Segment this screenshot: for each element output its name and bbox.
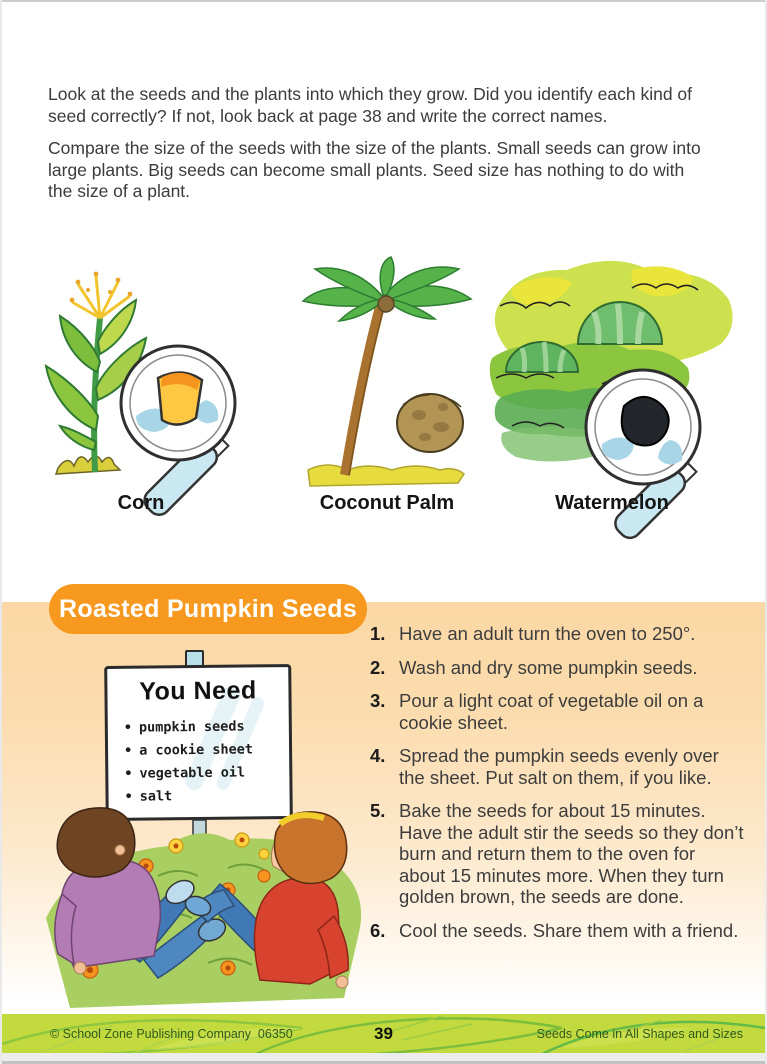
children-illustration: [28, 798, 368, 1016]
recipe-banner: [49, 584, 367, 634]
watermelon-seed: [622, 397, 669, 446]
recipe-step: [370, 623, 745, 645]
plant-label-corn: Corn: [117, 492, 165, 514]
step-text: Bake the seeds for about 15 minutes. Have the adult stir the seeds so they don’t burn and return them to the oven for about 15 minutes more. When they turn golden brown, the seeds are done.: [399, 800, 744, 907]
intro-paragraph-1: Look at the seeds and the plants into which they grow. Did you identify each kind of seed correctly? If not, look back at page 38 and write the correct names.: [48, 84, 693, 126]
coconut-palm-illustration: [293, 255, 488, 505]
step-number: 1.: [370, 623, 386, 644]
step-number: 4.: [370, 745, 386, 766]
recipe-step: [370, 657, 745, 679]
page-left-edge: [0, 0, 2, 1064]
plant-label-coconut-palm: Coconut Palm: [319, 492, 455, 514]
footer-text-row: [2, 1014, 765, 1053]
page-bottom-edge: [0, 1053, 767, 1064]
recipe-step: [370, 745, 745, 788]
coconut-in-crown: [378, 296, 394, 312]
plant-label-watermelon: Watermelon: [555, 492, 669, 514]
intro-text: [48, 84, 708, 214]
step-text: Pour a light coat of vegetable oil on a cookie sheet.: [399, 690, 704, 733]
palm-grass: [308, 465, 464, 486]
footer-tagline: Seeds Come in All Shapes and Sizes: [536, 1026, 743, 1041]
recipe-title: Roasted Pumpkin Seeds: [58, 594, 358, 623]
recipe-step: [370, 920, 745, 942]
step-text: Have an adult turn the oven to 250°.: [399, 623, 696, 644]
palm-trunk: [345, 303, 381, 475]
footer-band: [2, 1014, 765, 1053]
step-text: Wash and dry some pumpkin seeds.: [399, 656, 698, 678]
list-item: • salt: [124, 784, 289, 809]
grass-tuft: [56, 456, 120, 474]
intro-paragraph-2: Compare the size of the seeds with the size of the plants. Small seeds can grow into large plants. Big seeds can become small plants. Seed size has nothing to do with the size of a plant.: [48, 138, 701, 201]
step-number: 3.: [370, 690, 386, 711]
you-need-list: [124, 715, 290, 809]
recipe-step: [370, 690, 745, 733]
recipe-steps: [370, 623, 745, 953]
list-item: • pumpkin seeds: [124, 715, 289, 740]
you-need-title: You Need: [139, 676, 257, 706]
footer-page-number: 39: [374, 1023, 393, 1043]
step-number: 6.: [370, 919, 386, 941]
coconut-on-ground: [397, 394, 463, 452]
step-number: 2.: [370, 656, 386, 678]
step-number: 5.: [370, 800, 386, 821]
list-item: • a cookie sheet: [124, 738, 289, 763]
step-text: Cool the seeds. Share them with a friend.: [399, 919, 739, 941]
footer-copyright: © School Zone Publishing Company 06350: [50, 1026, 293, 1041]
page-top-edge: [0, 0, 767, 2]
recipe-step: [370, 800, 745, 908]
step-text: Spread the pumpkin seeds evenly over the sheet. Put salt on them, if you like.: [399, 745, 719, 788]
list-item: • vegetable oil: [124, 761, 289, 786]
magnifier-icon: [586, 370, 700, 542]
